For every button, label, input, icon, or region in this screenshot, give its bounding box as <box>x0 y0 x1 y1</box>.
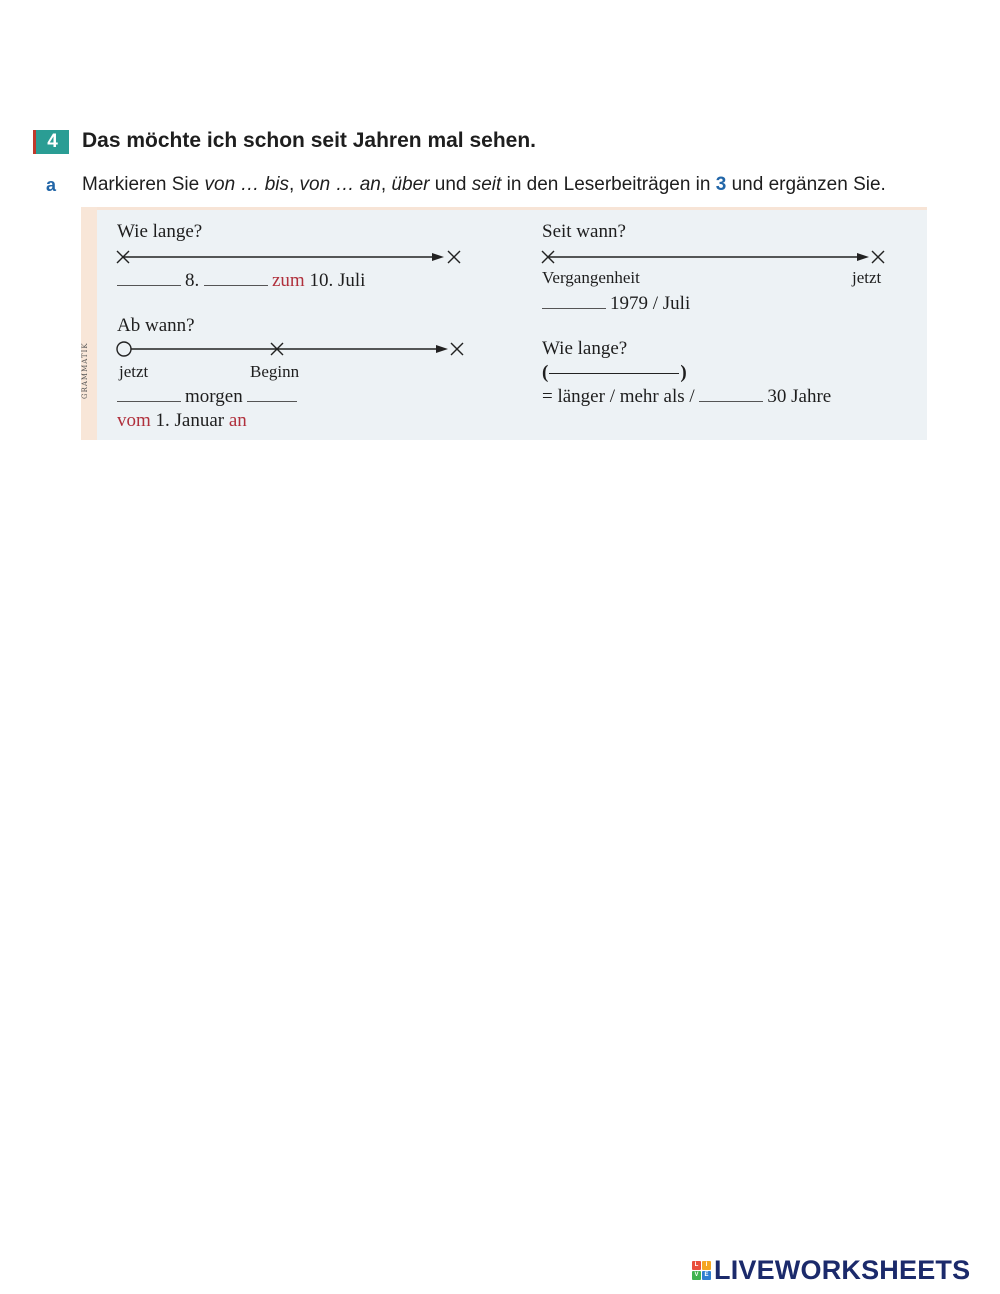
timeline-label-jetzt: jetzt <box>119 362 149 381</box>
wie-lange-heading-left: Wie lange? <box>117 221 203 242</box>
timeline-seit <box>539 248 889 266</box>
timeline-label-jetzt: jetzt <box>852 268 882 287</box>
timeline-label-beginn: Beginn <box>250 362 300 381</box>
arrowhead-icon <box>432 253 444 261</box>
answer-blank[interactable] <box>117 400 181 402</box>
grammar-side-label <box>81 383 91 399</box>
instruction-text: Markieren Sie von … bis, von … an, über und seit in den Leserbeiträgen in 3 und ergänzen Sie. <box>82 174 886 195</box>
von-bis-example: 8. zum 10. Juli <box>117 270 365 292</box>
answer-blank[interactable] <box>117 284 181 286</box>
logo-mark-icon: L I V E <box>692 1261 711 1280</box>
grammar-box-top-border <box>81 207 927 210</box>
start-circle-icon <box>117 342 131 356</box>
timeline-label-vergangenheit: Vergangenheit <box>542 268 640 287</box>
wie-lange-heading-right: Wie lange? <box>542 338 628 359</box>
exercise-title: Das möchte ich schon seit Jahren mal sehen. <box>82 129 536 152</box>
grammar-side-strip <box>81 207 97 440</box>
ueber-example: = länger / mehr als / 30 Jahre <box>542 386 832 407</box>
answer-blank[interactable] <box>204 284 268 286</box>
answer-blank[interactable] <box>247 400 297 402</box>
ab-wann-heading: Ab wann? <box>117 315 195 336</box>
duration-bracket: ( ) <box>542 362 687 383</box>
von-an-example: morgen <box>117 386 301 408</box>
seit-example: 1979 / Juli <box>542 293 690 315</box>
reference-number: 3 <box>715 174 727 195</box>
seit-wann-heading: Seit wann? <box>542 221 626 242</box>
timeline-von-bis <box>114 248 464 266</box>
logo-text: LIVEWORKSHEETS <box>714 1254 971 1285</box>
arrowhead-icon <box>857 253 869 261</box>
bracket-line-icon <box>549 373 679 374</box>
exercise-number: 4 <box>33 130 69 154</box>
answer-blank[interactable] <box>542 307 606 309</box>
liveworksheets-logo[interactable] <box>692 1256 970 1284</box>
answer-blank[interactable] <box>699 400 763 402</box>
arrowhead-icon <box>436 345 448 353</box>
sub-exercise-letter: a <box>46 175 57 195</box>
timeline-ab <box>114 340 469 358</box>
vom-an-example: vom 1. Januar an <box>117 410 247 431</box>
